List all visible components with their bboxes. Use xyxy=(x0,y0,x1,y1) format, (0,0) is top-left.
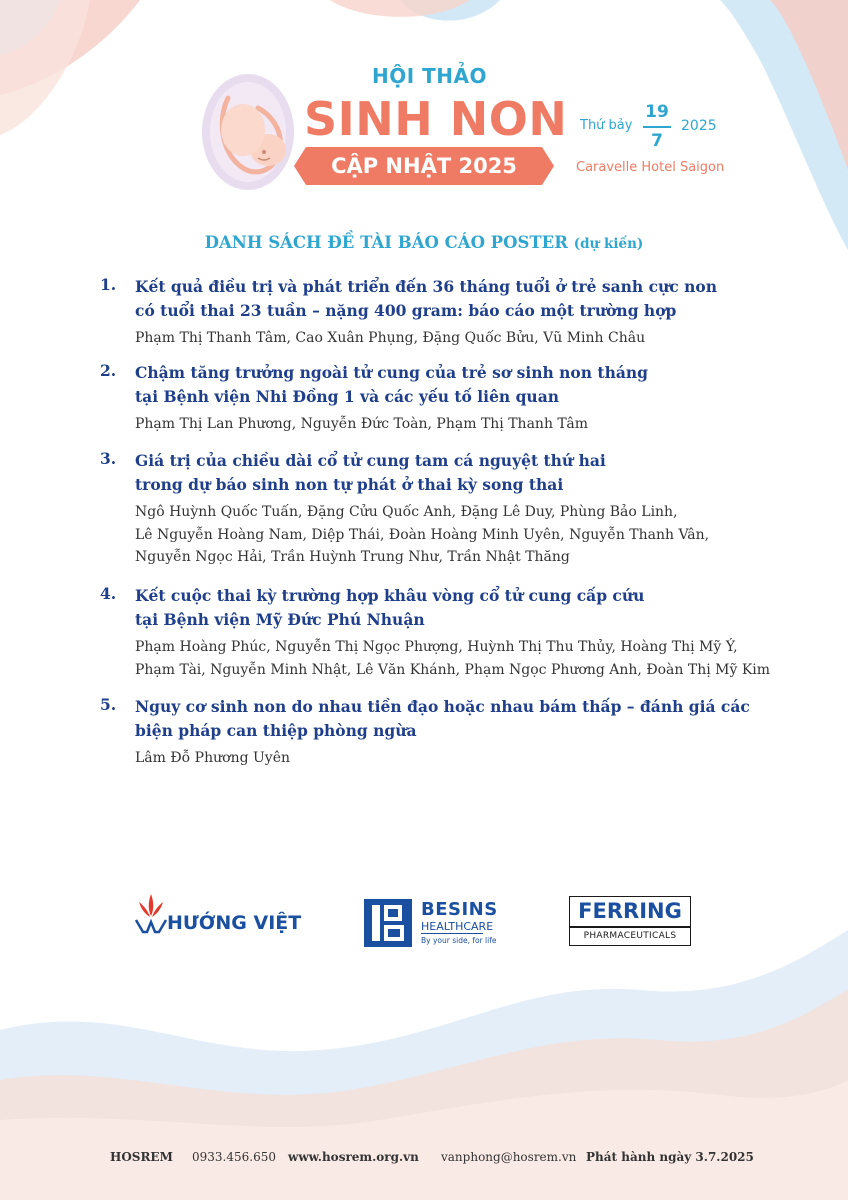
poster-item xyxy=(100,584,780,681)
poster-item xyxy=(100,449,780,569)
item-author-line: Phạm Hoàng Phúc, Nguyễn Thị Ngọc Phượng, Huỳnh Thị Thu Thủy, Hoàng Thị Mỹ Ý, xyxy=(135,639,738,655)
item-author-line: Ngô Huỳnh Quốc Tuấn, Đặng Cửu Quốc Anh, Đặng Lê Duy, Phùng Bảo Linh, xyxy=(135,504,678,520)
fetus-illustration-icon xyxy=(198,68,306,196)
besins-logo-name: BESINS xyxy=(421,899,498,920)
item-number: 4. xyxy=(100,584,117,603)
poster-item xyxy=(100,275,780,350)
list-title xyxy=(0,233,848,252)
item-title xyxy=(135,584,780,632)
event-year: 2025 xyxy=(681,118,717,134)
item-authors xyxy=(135,327,780,350)
besins-logo-icon xyxy=(364,899,412,947)
item-number: 3. xyxy=(100,449,117,468)
item-author-line: Lâm Đỗ Phương Uyên xyxy=(135,750,291,766)
item-author-line: Phạm Thị Thanh Tâm, Cao Xuân Phụng, Đặng Quốc Bửu, Vũ Minh Châu xyxy=(135,330,646,346)
event-title-line1: HỘI THẢO xyxy=(372,64,488,88)
event-month: 7 xyxy=(651,131,663,151)
event-weekday: Thứ bảy xyxy=(580,118,633,133)
item-author-line: Lê Nguyễn Hoàng Nam, Diệp Thái, Đoàn Hoàng Minh Uyên, Nguyễn Thanh Vân, xyxy=(135,526,710,543)
item-author-line: Nguyễn Ngọc Hải, Trần Huỳnh Trung Như, Trần Nhật Thăng xyxy=(135,549,570,565)
item-number: 5. xyxy=(100,695,117,714)
footer-phone: 0933.456.650 xyxy=(192,1150,276,1164)
item-title-line: tại Bệnh viện Nhi Đồng 1 và các yếu tố liên quan xyxy=(135,387,560,406)
date-divider xyxy=(643,126,671,128)
item-title-line: Giá trị của chiều dài cổ tử cung tam cá nguyệt thứ hai xyxy=(135,451,606,470)
item-author-line: Phạm Tài, Nguyễn Minh Nhật, Lê Văn Khánh, Phạm Ngọc Phương Anh, Đoàn Thị Mỹ Kim xyxy=(135,661,771,678)
item-authors xyxy=(135,747,780,770)
banner-text: CẬP NHẬT 2025 xyxy=(331,154,517,178)
huong-viet-logo-text: HƯỚNG VIỆT xyxy=(167,912,302,934)
besins-logo-divider xyxy=(421,933,483,934)
item-authors xyxy=(135,501,780,569)
ferring-logo-sub: PHARMACEUTICALS xyxy=(583,931,677,941)
item-title-line: trong dự báo sinh non tự phát ở thai kỳ song thai xyxy=(135,475,564,494)
item-title xyxy=(135,449,780,497)
event-day: 19 xyxy=(645,102,669,122)
list-title-note: (dự kiến) xyxy=(573,236,644,252)
poster-item xyxy=(100,361,780,436)
item-title xyxy=(135,275,780,323)
item-title xyxy=(135,695,780,743)
event-venue: Caravelle Hotel Saigon xyxy=(576,160,725,175)
footer-website[interactable]: www.hosrem.org.vn xyxy=(288,1150,419,1164)
banner-left-notch xyxy=(294,147,306,185)
list-title-text: DANH SÁCH ĐỀ TÀI BÁO CÁO POSTER xyxy=(204,233,568,252)
item-number: 1. xyxy=(100,275,117,294)
item-title-line: Kết quả điều trị và phát triển đến 36 tháng tuổi ở trẻ sanh cực non xyxy=(135,277,717,296)
item-title xyxy=(135,361,780,409)
poster-item xyxy=(100,695,780,770)
item-title-line: biện pháp can thiệp phòng ngừa xyxy=(135,721,417,740)
ferring-logo-divider xyxy=(569,926,691,928)
item-title-line: có tuổi thai 23 tuần – nặng 400 gram: báo cáo một trường hợp xyxy=(135,301,677,320)
item-title-line: Chậm tăng trưởng ngoài tử cung của trẻ sơ sinh non tháng xyxy=(135,363,648,382)
footer-release-date: Phát hành ngày 3.7.2025 xyxy=(586,1150,754,1164)
huong-viet-logo-icon xyxy=(134,892,168,934)
besins-logo-tagline: By your side, for life xyxy=(421,936,497,945)
footer-email[interactable]: vanphong@hosrem.vn xyxy=(441,1150,577,1164)
event-title-line2: SINH NON xyxy=(304,92,568,146)
item-authors xyxy=(135,413,780,436)
besins-logo-sub: HEALTHCARE xyxy=(421,920,494,933)
item-number: 2. xyxy=(100,361,117,380)
item-author-line: Phạm Thị Lan Phương, Nguyễn Đức Toàn, Phạm Thị Thanh Tâm xyxy=(135,416,588,432)
footer-org: HOSREM xyxy=(110,1150,173,1164)
item-title-line: Nguy cơ sinh non do nhau tiền đạo hoặc nhau bám thấp – đánh giá các xyxy=(135,697,750,716)
item-authors xyxy=(135,636,780,681)
banner-right-notch xyxy=(542,147,554,185)
ferring-logo-name: FERRING xyxy=(578,899,682,923)
item-title-line: Kết cuộc thai kỳ trường hợp khâu vòng cổ tử cung cấp cứu xyxy=(135,586,645,605)
item-title-line: tại Bệnh viện Mỹ Đức Phú Nhuận xyxy=(135,610,425,629)
